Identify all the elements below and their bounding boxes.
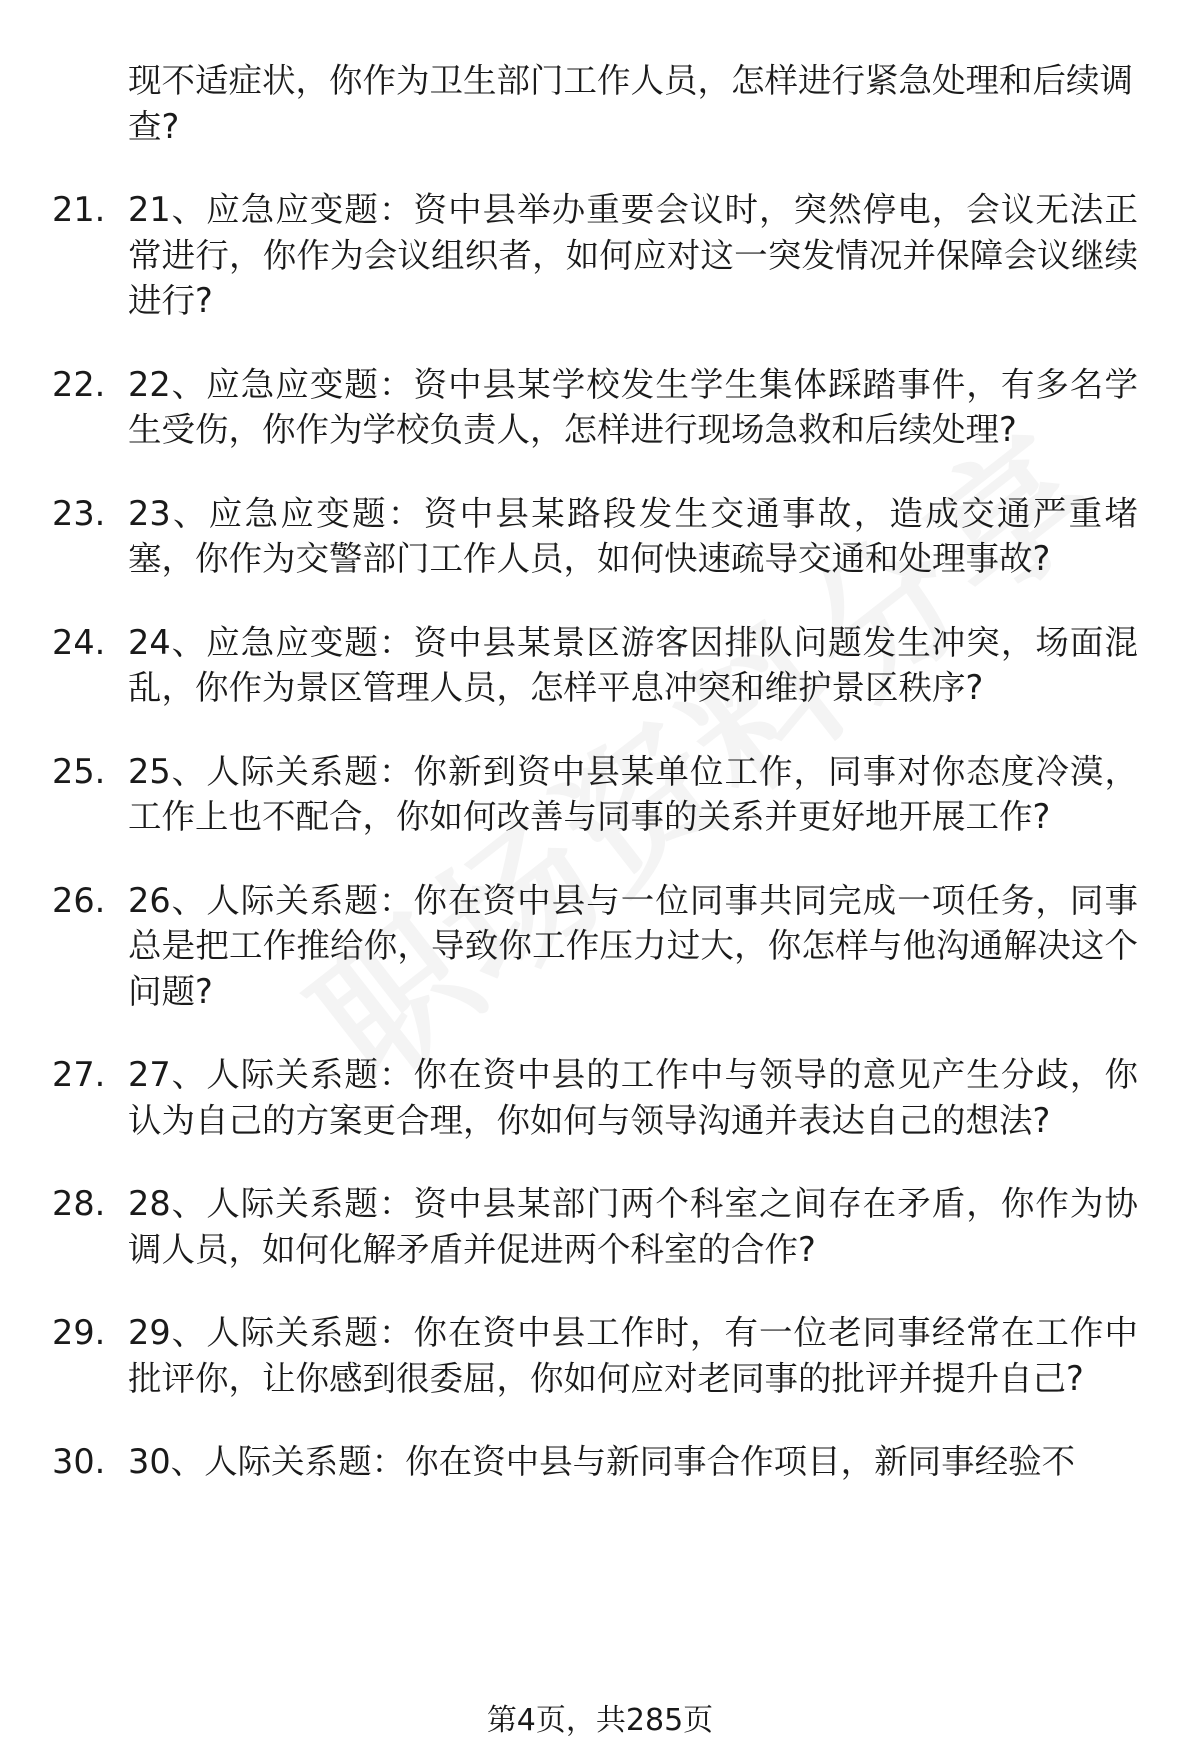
item-text: 23、应急应变题：资中县某路段发生交通事故，造成交通严重堵塞，你作为交警部门工作人员，如何快速疏导交通和处理事故? (128, 493, 1138, 578)
continuation-text: 现不适症状，你作为卫生部门工作人员，怎样进行紧急处理和后续调查? (128, 61, 1133, 146)
list-item (52, 749, 1152, 840)
item-number: 23. (52, 493, 106, 533)
item-text: 21、应急应变题：资中县举办重要会议时，突然停电，会议无法正常进行，你作为会议组织者，如何应对这一突发情况并保障会议继续进行? (128, 190, 1138, 320)
item-text: 30、人际关系题：你在资中县与新同事合作项目，新同事经验不 (128, 1442, 1076, 1481)
list-item (52, 1310, 1152, 1401)
item-text: 22、应急应变题：资中县某学校发生学生集体踩踏事件，有多名学生受伤，你作为学校负责人，怎样进行现场急救和后续处理? (128, 364, 1138, 449)
page-footer: 第4页，共285页 (486, 1703, 714, 1738)
list-item (52, 1181, 1152, 1272)
list-item (52, 1439, 1152, 1485)
question-list (52, 58, 1152, 1485)
item-text: 29、人际关系题：你在资中县工作时，有一位老同事经常在工作中批评你，让你感到很委屈，你如何应对老同事的批评并提升自己? (128, 1313, 1138, 1398)
item-number: 21. (52, 190, 106, 229)
item-number: 27. (52, 1055, 106, 1094)
item-number: 25. (52, 751, 106, 791)
list-item (52, 491, 1152, 582)
item-text: 24、应急应变题：资中县某景区游客因排队问题发生冲突，场面混乱，你作为景区管理人员，怎样平息冲突和维护景区秩序? (128, 622, 1138, 707)
item-number: 30. (52, 1442, 106, 1481)
list-item (52, 187, 1152, 324)
item-number: 28. (52, 1184, 106, 1223)
item-number: 24. (52, 622, 106, 662)
item-text: 26、人际关系题：你在资中县与一位同事共同完成一项任务，同事总是把工作推给你，导致你工作压力过大，你怎样与他沟通解决这个问题? (128, 880, 1138, 1011)
item-number: 29. (52, 1313, 106, 1352)
item-number: 26. (52, 880, 106, 920)
item-text: 25、人际关系题：你新到资中县某单位工作，同事对你态度冷漠，工作上也不配合，你如何改善与同事的关系并更好地开展工作? (128, 751, 1138, 836)
item-number: 22. (52, 364, 106, 404)
item-text: 27、人际关系题：你在资中县的工作中与领导的意见产生分歧，你认为自己的方案更合理，你如何与领导沟通并表达自己的想法? (128, 1055, 1138, 1140)
list-item (52, 620, 1152, 711)
list-item (52, 362, 1152, 453)
list-item (52, 1052, 1152, 1143)
item-text: 28、人际关系题：资中县某部门两个科室之间存在矛盾，你作为协调人员，如何化解矛盾并促进两个科室的合作? (128, 1184, 1138, 1269)
list-item (52, 878, 1152, 1015)
